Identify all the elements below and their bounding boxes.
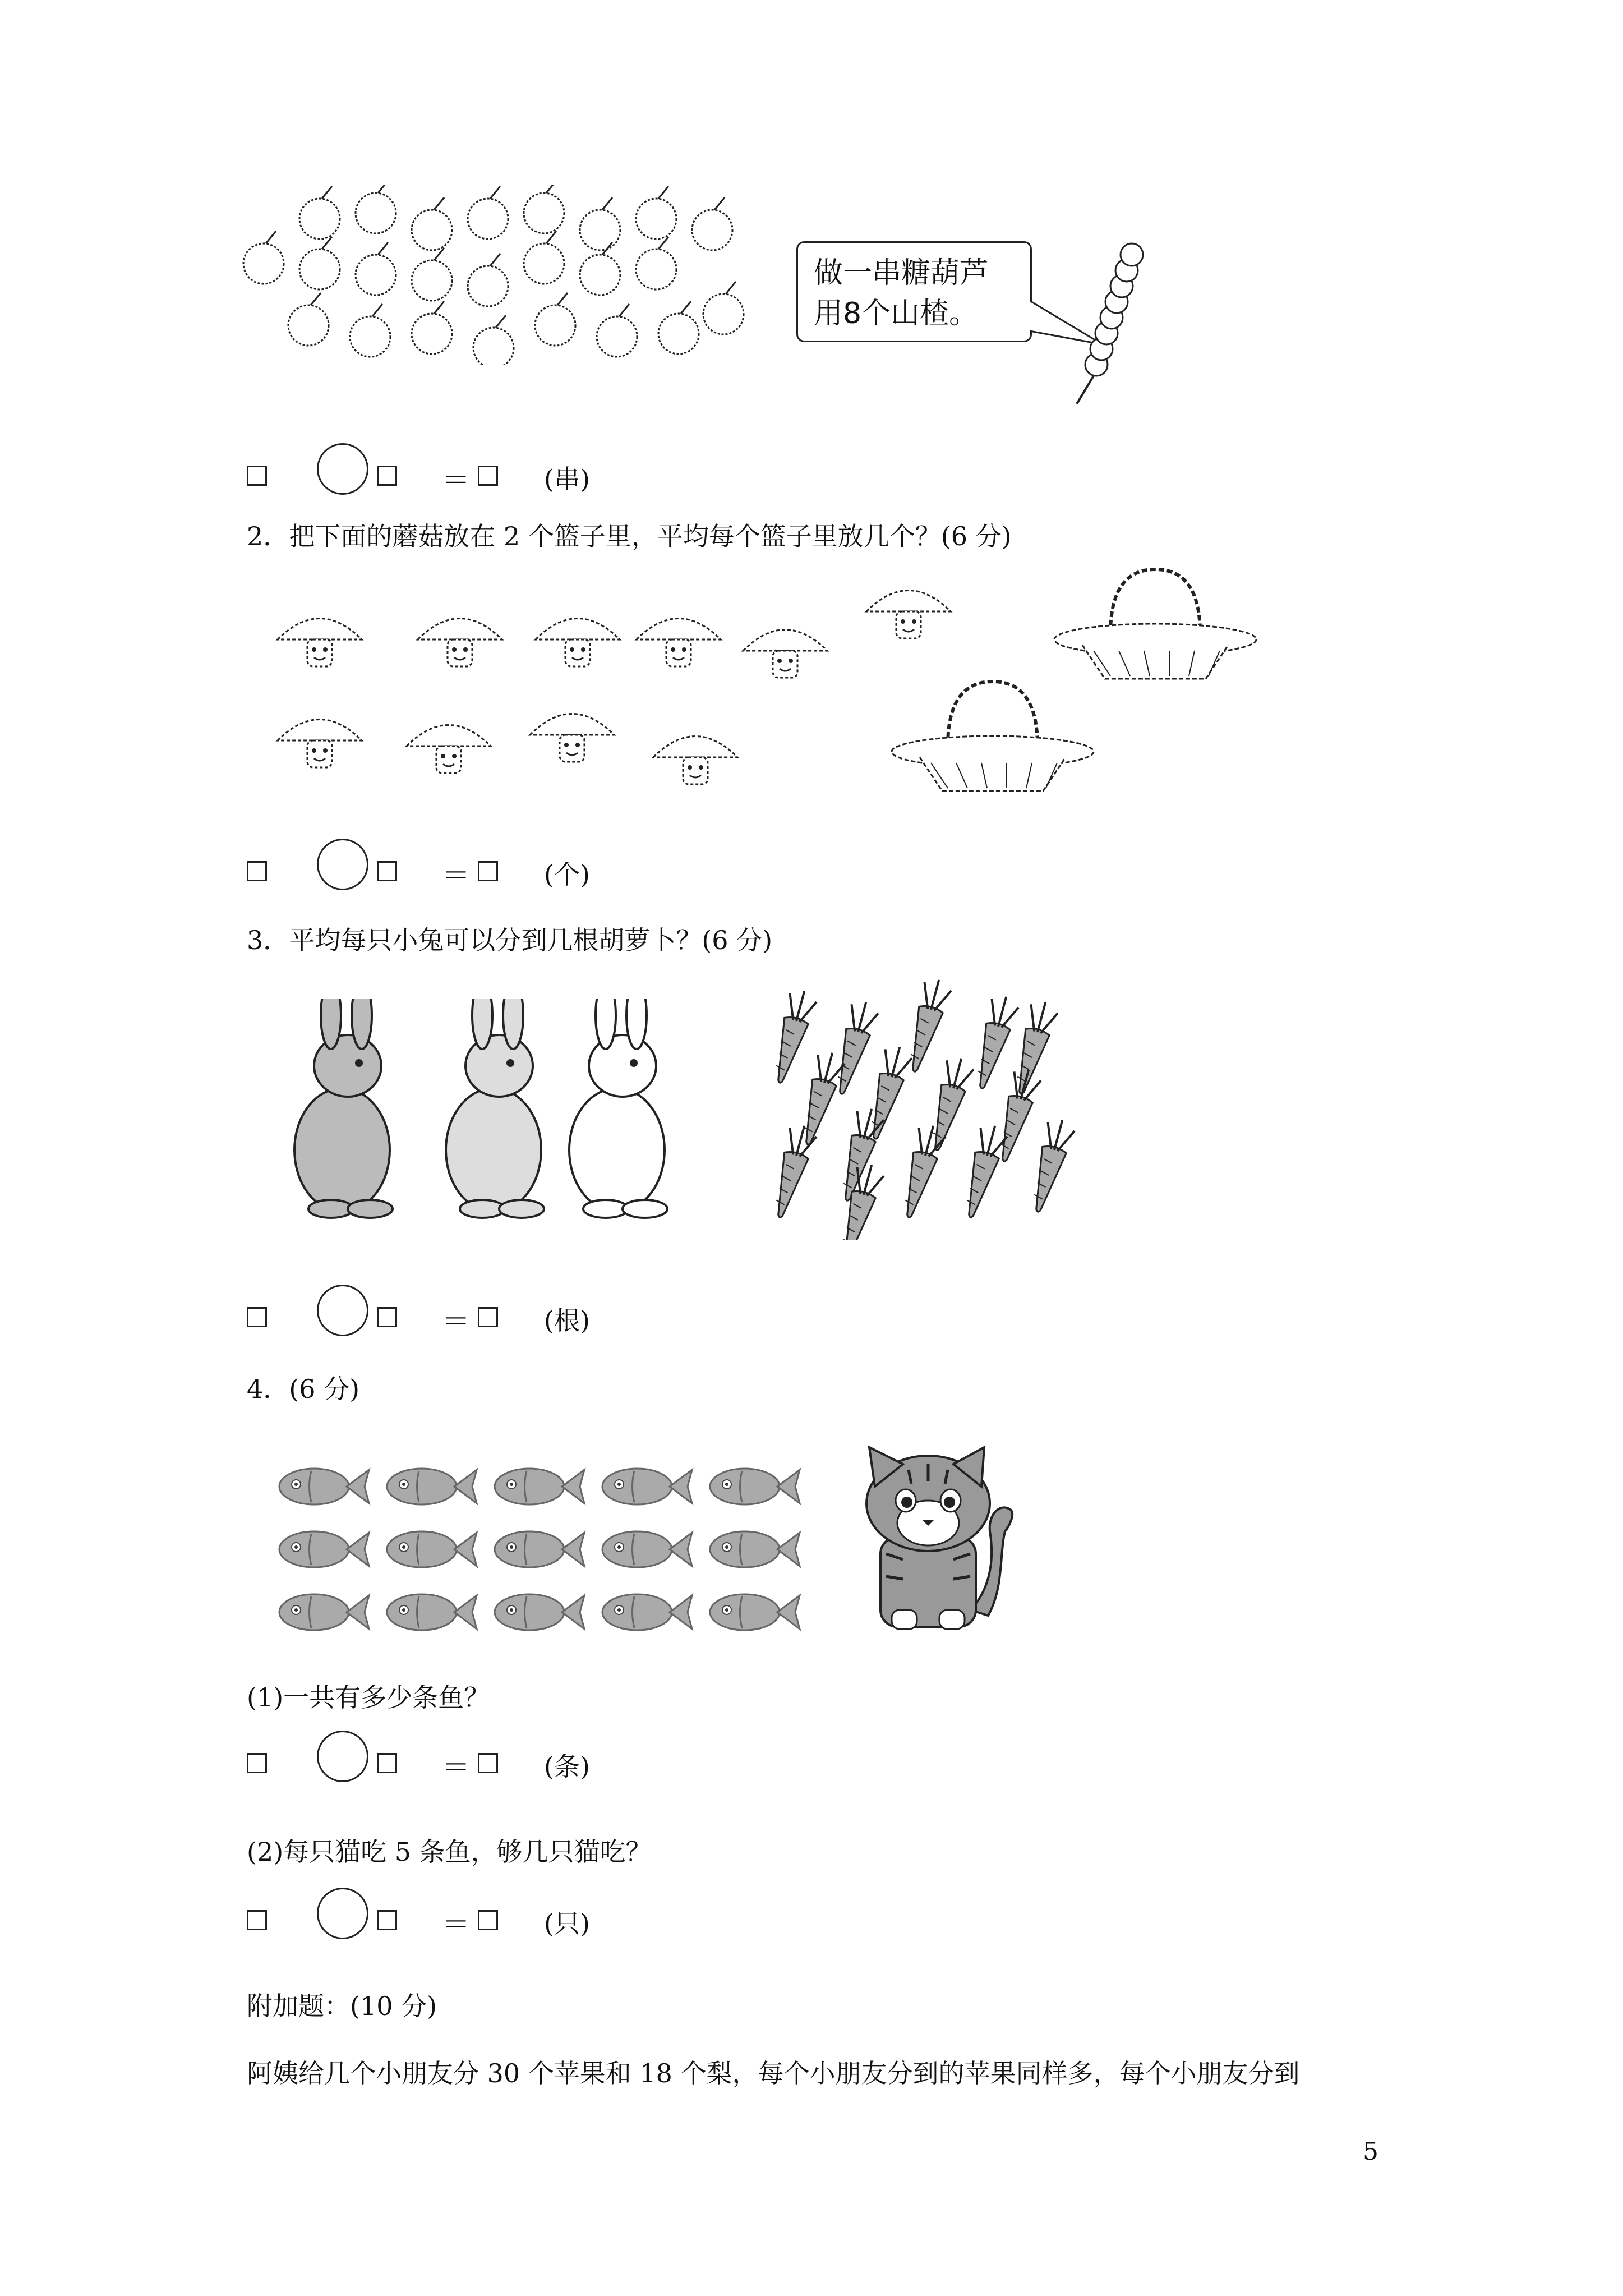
cat-icon <box>841 1442 1021 1644</box>
bonus-title: 附加题：(10 分) <box>247 1991 437 2021</box>
equals-sign: ＝ <box>442 859 470 892</box>
mushroom-group <box>264 583 993 819</box>
mushroom-icon <box>407 725 491 774</box>
hawthorn-icon <box>356 185 396 233</box>
answer-box[interactable] <box>478 1307 498 1327</box>
rabbit-icon <box>569 999 667 1218</box>
mushroom-icon <box>653 737 737 785</box>
equals-sign: ＝ <box>442 1908 470 1941</box>
fish-icon <box>495 1594 584 1630</box>
hawthorn-icon <box>356 242 396 295</box>
equation-q3 <box>247 1285 639 1341</box>
hawthorn-icon <box>350 304 390 357</box>
carrot-icon <box>924 1055 975 1154</box>
fish-icon <box>387 1531 477 1567</box>
answer-box[interactable] <box>377 1753 397 1773</box>
mushroom-icon <box>866 591 951 639</box>
answer-box[interactable] <box>478 861 498 881</box>
candied-haws-icon <box>1054 224 1166 409</box>
unit-label: (个) <box>544 859 590 890</box>
hawthorn-icon <box>412 301 452 354</box>
carrot-icon <box>991 1066 1043 1165</box>
carrot-group <box>763 970 1099 1240</box>
hawthorn-icon <box>299 237 340 289</box>
speech-bubble <box>796 241 1032 342</box>
fish-icon <box>387 1594 477 1630</box>
unit-label: (条) <box>544 1751 590 1782</box>
equation-q4-2 <box>247 1888 639 1944</box>
hawthorn-icon <box>636 237 676 289</box>
speech-line-2: 用8个山楂。 <box>814 297 979 330</box>
equation-q2 <box>247 839 639 895</box>
mushroom-icon <box>637 619 721 667</box>
fish-icon <box>495 1531 584 1567</box>
fish-icon <box>279 1531 369 1567</box>
fish-icon <box>387 1469 477 1504</box>
hawthorn-icon <box>524 231 564 284</box>
equals-sign: ＝ <box>442 464 470 496</box>
hawthorn-icon <box>636 186 676 239</box>
carrot-icon <box>1025 1117 1076 1216</box>
mushroom-icon <box>743 630 827 678</box>
mushroom-icon <box>418 619 502 667</box>
hawthorn-icon <box>288 293 329 346</box>
equation-q1 <box>247 443 639 499</box>
operator-circle[interactable] <box>317 443 368 495</box>
answer-box[interactable] <box>247 1307 267 1327</box>
fish-icon <box>602 1531 692 1567</box>
unit-label: (只) <box>544 1908 590 1939</box>
answer-box[interactable] <box>478 1753 498 1773</box>
question-4-sub1: (1)一共有多少条鱼？ <box>247 1682 490 1713</box>
fish-icon <box>602 1469 692 1504</box>
fish-icon <box>710 1531 800 1567</box>
hawthorn-icon <box>412 197 452 250</box>
fish-icon <box>279 1594 369 1630</box>
equals-sign: ＝ <box>442 1305 470 1338</box>
hawthorn-icon <box>1121 243 1143 266</box>
fish-icon <box>602 1594 692 1630</box>
carrot-icon <box>828 999 880 1098</box>
question-4-sub2: (2)每只猫吃 5 条鱼，够几只猫吃？ <box>247 1837 652 1867</box>
equals-sign: ＝ <box>442 1751 470 1784</box>
hawthorn-icon <box>597 304 637 357</box>
operator-circle[interactable] <box>317 839 368 890</box>
bonus-text: 阿姨给几个小朋友分 30 个苹果和 18 个梨，每个小朋友分到的苹果同样多，每个小朋友分到 <box>247 2058 1300 2088</box>
answer-box[interactable] <box>247 1910 267 1930</box>
answer-box[interactable] <box>377 1307 397 1327</box>
hawthorn-icon <box>412 248 452 301</box>
hawthorn-icon <box>473 315 514 365</box>
basket-icon <box>1049 561 1262 690</box>
rabbit-icon <box>294 999 393 1218</box>
mushroom-icon <box>530 714 614 762</box>
answer-box[interactable] <box>247 1753 267 1773</box>
unit-label: (根) <box>544 1305 590 1336</box>
fish-icon <box>710 1594 800 1630</box>
hawthorn-icon <box>243 231 284 284</box>
fish-icon <box>710 1469 800 1504</box>
unit-label: (串) <box>544 464 590 494</box>
answer-box[interactable] <box>377 861 397 881</box>
answer-box[interactable] <box>377 1910 397 1930</box>
carrot-icon <box>957 1122 1009 1221</box>
question-2-text: 2．把下面的蘑菇放在 2 个篮子里，平均每个篮子里放几个？(6 分) <box>247 521 1012 551</box>
rabbit-group <box>269 999 751 1223</box>
operator-circle[interactable] <box>317 1731 368 1782</box>
hawthorn-icon <box>580 197 620 250</box>
hawthorn-icon <box>468 186 508 239</box>
mushroom-icon <box>278 619 362 667</box>
answer-box[interactable] <box>247 861 267 881</box>
answer-box[interactable] <box>377 466 397 486</box>
operator-circle[interactable] <box>317 1285 368 1336</box>
hawthorn-icon <box>658 301 699 354</box>
question-3-text: 3．平均每只小兔可以分到几根胡萝卜？(6 分) <box>247 925 773 955</box>
speech-line-1: 做一串糖葫芦 <box>814 256 989 290</box>
answer-box[interactable] <box>478 1910 498 1930</box>
candied-haws-stick <box>1077 376 1094 404</box>
basket-icon <box>886 673 1099 802</box>
fish-icon <box>495 1469 584 1504</box>
question-4-text: 4．(6 分) <box>247 1374 360 1404</box>
operator-circle[interactable] <box>317 1888 368 1939</box>
hawthorn-icon <box>692 197 732 250</box>
page-number: 5 <box>1363 2137 1378 2166</box>
carrot-icon <box>767 988 818 1087</box>
hawthorn-group <box>241 185 746 365</box>
hawthorn-icon <box>535 293 575 346</box>
hawthorn-icon <box>524 185 564 233</box>
carrot-icon <box>969 993 1020 1092</box>
hawthorn-icon <box>299 186 340 239</box>
hawthorn-icon <box>703 282 744 334</box>
mushroom-icon <box>278 720 362 768</box>
mushroom-icon <box>536 619 620 667</box>
hawthorn-icon <box>468 254 508 306</box>
fish-group <box>258 1458 808 1649</box>
answer-box[interactable] <box>247 466 267 486</box>
carrot-icon <box>862 1044 914 1143</box>
equation-q4-1 <box>247 1731 639 1787</box>
rabbit-icon <box>446 999 544 1218</box>
answer-box[interactable] <box>478 466 498 486</box>
fish-icon <box>279 1469 369 1504</box>
